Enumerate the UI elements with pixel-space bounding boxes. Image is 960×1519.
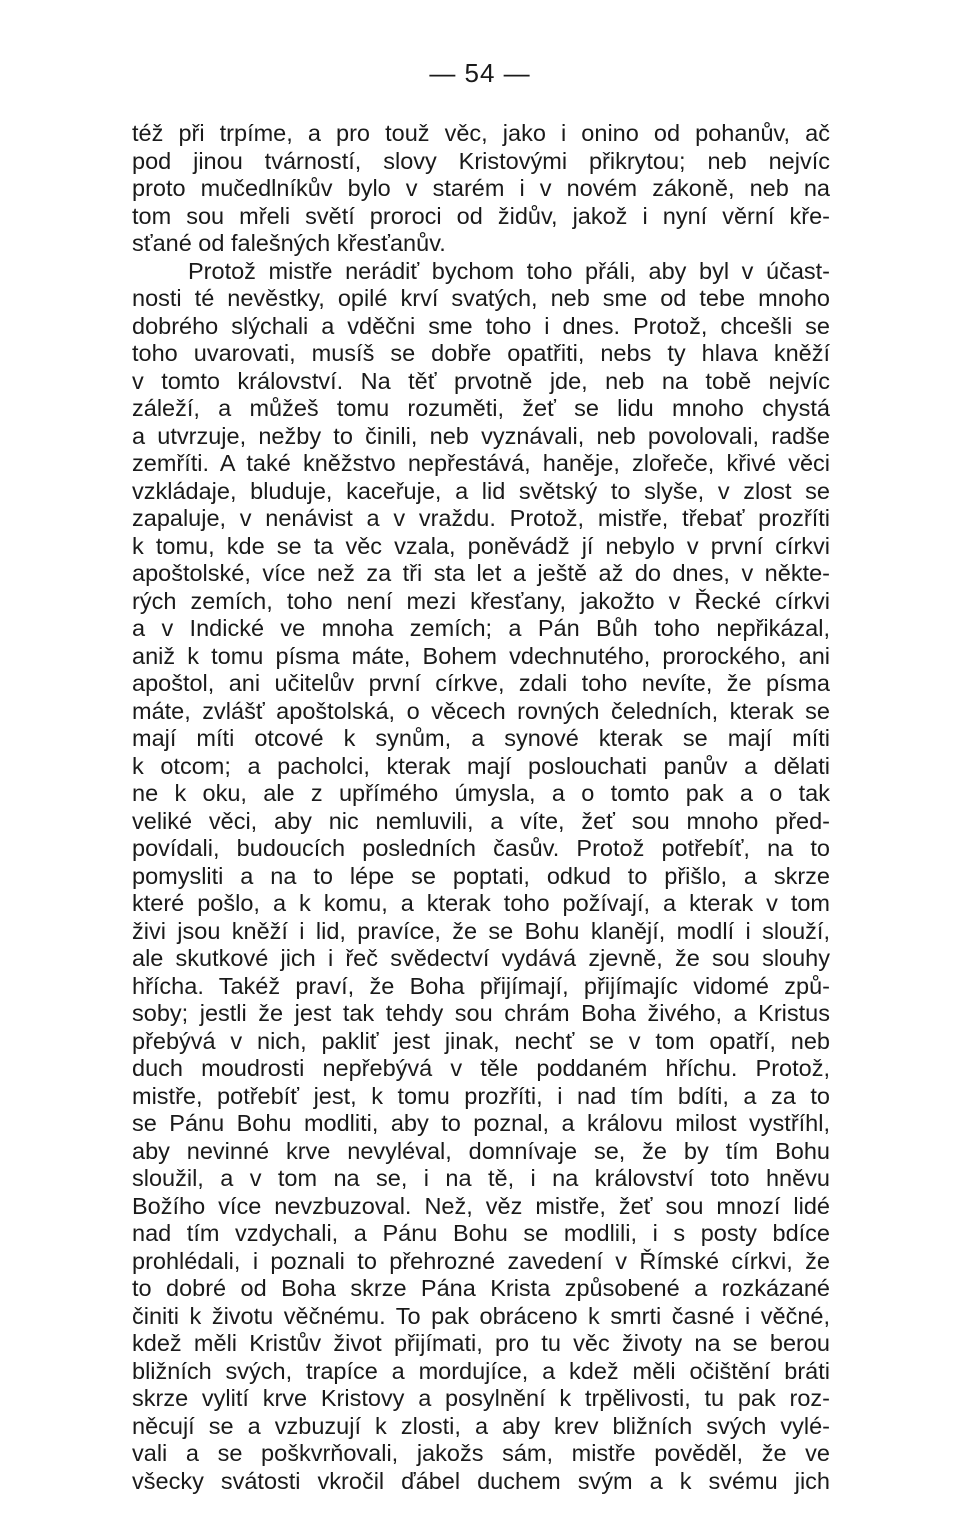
text-line: k otcom; a pacholci, kterak mají poslouchati panův a dělati [132, 752, 830, 779]
text-line: Protož mistře nerádiť bychom toho přáli, aby byl v účast- [188, 257, 830, 284]
body-text [132, 120, 830, 1495]
text-line: sťané od falešných křesťanův. [132, 230, 446, 256]
text-line: hřícha. Takéž praví, že Boha přijímají, přijímajíc vidomé způ- [132, 972, 830, 999]
text-line: zemříti. A také kněžstvo nepřestává, haněje, zlořeče, křivé věci [132, 450, 830, 476]
text-line: záleží, a můžeš tomu rozuměti, žeť se lidu mnoho chystá [132, 395, 830, 421]
text-line: prohlédali, i poznali to přehrozné zavedení v Římské církvi, že [132, 1247, 830, 1274]
text-line: v tomto království. Na těť prvotně jde, neb na tobě nejvíc [132, 367, 830, 394]
text-line: povídali, budoucích posledních časův. Protož potřebíť, na to [132, 835, 830, 861]
text-line: sloužil, a v tom na se, i na tě, i na království toto hněvu [132, 1165, 830, 1191]
text-line: soby; jestli že jest tak tehdy sou chrám Boha živého, a Kristus [132, 1000, 830, 1026]
text-line: aby nevinné krve nevyléval, domnívaje se, že by tím Bohu [132, 1137, 830, 1164]
text-line: kdež měli Kristův život přijímati, pro tu věc životy na se berou [132, 1330, 830, 1356]
text-line: a v Indické ve mnoha zemích; a Pán Bůh toho nepřikázal, [132, 615, 830, 641]
text-line: činiti k životu věčnému. To pak obráceno k smrti časné i věčné, [132, 1302, 830, 1329]
text-line: k tomu, kde se ta věc vzala, poněvádž jí nebylo v první církvi [132, 532, 830, 559]
text-line: živi jsou kněží i lid, pravíce, že se Bohu klanějí, modlí i slouží, [132, 917, 830, 944]
text-line: bližních svých, trapíce a mordujíce, a kdež měli očištění bráti [132, 1357, 830, 1384]
text-line: duch moudrosti nepřebývá v těle poddaném hříchu. Protož, [132, 1055, 830, 1081]
text-line: též při trpíme, a pro touž věc, jako i onino od pohanův, ač [132, 120, 830, 146]
text-line: ale skutkové jich i řeč svědectví vydává zjevně, že sou slouhy [132, 945, 830, 971]
text-line: pomysliti a na to lépe se poptati, odkud to přišlo, a skrze [132, 862, 830, 889]
text-line: mistře, potřebíť jest, k tomu prozříti, i nad tím bdíti, a za to [132, 1082, 830, 1109]
text-line: rých zemích, toho není mezi křesťany, jakožto v Řecké církvi [132, 587, 830, 614]
text-line: Božího více nevzbuzoval. Než, věz mistře, žeť sou mnozí lidé [132, 1192, 830, 1219]
text-line: nad tím vzdychali, a Pánu Bohu se modlili, i s posty bdíce [132, 1220, 830, 1246]
text-line: vzkládaje, bluduje, kaceřuje, a lid světský to slyše, v zlost se [132, 477, 830, 504]
text-line: to dobré od Boha skrze Pána Krista způsobené a rozkázané [132, 1275, 830, 1301]
text-line: vali a se poškvrňovali, jakožs sám, mistře pověděl, že ve [132, 1440, 830, 1466]
text-line: nosti té nevěstky, opilé krví svatých, neb sme od tebe mnoho [132, 285, 830, 311]
text-line: a utvrzuje, nežby to činili, neb vyznávali, neb povolovali, radše [132, 422, 830, 449]
text-line: skrze vylití krve Kristovy a posylnění k trpělivosti, tu pak roz- [132, 1385, 830, 1411]
text-line: máte, zvlášť apoštolská, o věcech rovných čeledních, kterak se [132, 697, 830, 724]
text-line: všecky svátosti vkročil ďábel duchem svým a k svému jich [132, 1467, 830, 1494]
text-line: ne k oku, ale z upřímého úmysla, a o tomto pak a o tak [132, 780, 830, 806]
text-line: něcují se a vzbuzují k zlosti, a aby krev bližních svých vylé- [132, 1412, 830, 1439]
text-line: mají míti otcové k synům, a synové kterak se mají míti [132, 725, 830, 751]
text-line: pod jinou tvárností, slovy Kristovými přikrytou; neb nejvíc [132, 147, 830, 174]
text-line: apoštol, ani učitelův první církve, zdali toho nevíte, že písma [132, 670, 830, 696]
text-line: veliké věci, aby nic nemluvili, a víte, žeť sou mnoho před- [132, 807, 830, 834]
text-line: přebývá v nich, pakliť jest jinak, nechť se v tom opatří, neb [132, 1027, 830, 1054]
text-line: toho uvarovati, musíš se dobře opatřiti, nebs ty hlava kněží [132, 340, 830, 366]
text-line: tom sou mřeli světí proroci od židův, jakož i nyní věrní kře- [132, 202, 830, 229]
text-line: které pošlo, a k komu, a kterak toho požívají, a kterak v tom [132, 890, 830, 916]
text-line: se Pánu Bohu modliti, aby to poznal, a královu milost vystříhl, [132, 1110, 830, 1136]
text-line: aniž k tomu písma máte, Bohem vdechnutého, prorockého, ani [132, 642, 830, 669]
text-line: zapaluje, v nenávist a v vraždu. Protož, mistře, třebať prozříti [132, 505, 830, 531]
text-line: dobrého slýchali a vděčni sme toho i dnes. Protož, chcešli se [132, 312, 830, 339]
text-line: proto mučedlníkův bylo v starém i v novém zákoně, neb na [132, 175, 830, 201]
text-line: apoštolské, více než za tři sta let a ještě až do dnes, v někte- [132, 560, 830, 586]
page-number: — 54 — [429, 58, 531, 88]
